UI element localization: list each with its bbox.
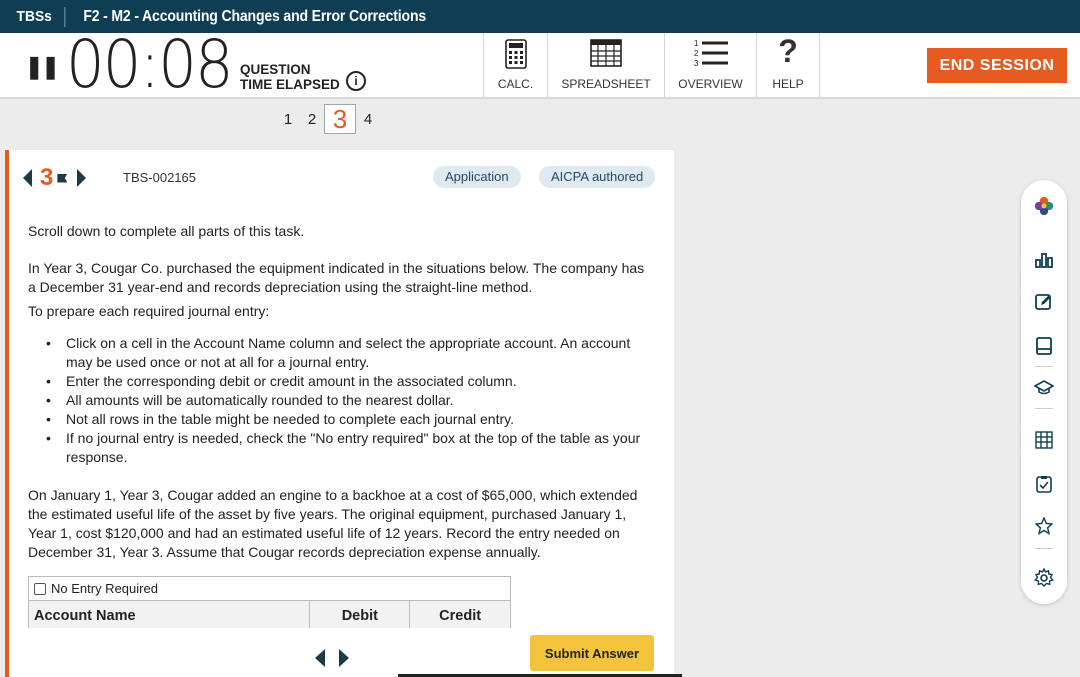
question-tab-3[interactable]: 3 (324, 104, 356, 134)
col-credit: Credit (439, 608, 482, 624)
spreadsheet-label: SPREADSHEET (561, 77, 651, 91)
question-navigator (276, 104, 380, 134)
prev-task-icon[interactable] (23, 169, 32, 187)
timer-display: 00:08 (66, 26, 232, 103)
flag-icon[interactable] (57, 174, 67, 183)
task-id: TBS-002165 (123, 170, 196, 185)
list-item: • Enter the corresponding debit or credit amount in the associated column. (46, 372, 656, 391)
pause-icon[interactable]: ❚❚ (25, 54, 58, 79)
info-icon[interactable]: i (346, 71, 366, 91)
intro-text: Scroll down to complete all parts of this task. (28, 223, 305, 239)
col-account-name: Account Name (29, 601, 310, 631)
bar-chart-icon[interactable] (1034, 250, 1054, 270)
help-label: HELP (772, 77, 804, 91)
journal-entry-table (28, 576, 511, 632)
right-toolbar (1021, 180, 1067, 604)
question-icon: ? (778, 33, 798, 69)
task-panel (5, 150, 674, 677)
calc-label: CALC. (497, 77, 534, 91)
svg-text:2: 2 (693, 49, 698, 58)
no-entry-checkbox[interactable] (34, 583, 46, 595)
list-item: • Not all rows in the table might be needed to complete each journal entry. (46, 410, 656, 429)
tag-application: Application (433, 166, 521, 188)
time-elapsed-label: QUESTION TIME ELAPSED (240, 62, 340, 92)
prepare-text: To prepare each required journal entry: (28, 303, 270, 319)
tag-aicpa: AICPA authored (539, 166, 655, 188)
graduation-cap-icon[interactable] (1034, 378, 1054, 398)
no-entry-label: No Entry Required (51, 581, 158, 596)
list-item: • If no journal entry is needed, check the "No entry required" box at the top of the table as your response. (46, 429, 656, 467)
overview-button[interactable] (664, 33, 756, 99)
list-item: • Click on a cell in the Account Name column and select the appropriate account. An account may be used once or not at all for a journal entry. (46, 334, 656, 372)
pager (315, 649, 349, 667)
no-entry-row[interactable] (29, 577, 510, 601)
list-item: • All amounts will be automatically rounded to the nearest dollar. (46, 391, 656, 410)
spreadsheet-button[interactable] (547, 33, 664, 99)
question-tab-1[interactable]: 1 (283, 110, 293, 128)
question-tab-2[interactable]: 2 (307, 110, 317, 128)
calculator-icon (505, 39, 527, 72)
svg-text:1: 1 (693, 39, 698, 48)
next-task-icon[interactable] (77, 169, 86, 187)
exam-title: F2 - M2 - Accounting Changes and Error Corrections (83, 7, 427, 25)
situation-text: On January 1, Year 3, Cougar added an engine to a backhoe at a cost of $65,000, which extended the estimated useful life of the asset by five years. The original equipment, purchased January 1, Year 1, cost $120,000 and had an estimated useful life of 12 years. Record the entry needed on December 31, Year 3. Assume that Cougar records depreciation expense annually. (28, 487, 638, 560)
settings-gear-icon[interactable] (1034, 568, 1054, 588)
end-session-button[interactable]: END SESSION (927, 48, 1067, 83)
task-number: 3 (40, 164, 54, 191)
prev-page-icon[interactable] (315, 649, 325, 667)
flower-logo-icon[interactable] (1034, 196, 1054, 216)
calculator-button[interactable] (483, 33, 547, 99)
submit-answer-button[interactable]: Submit Answer (530, 635, 654, 671)
spreadsheet-icon (590, 39, 622, 70)
brand-label: TBSs (0, 7, 66, 27)
help-button[interactable] (756, 33, 820, 99)
star-icon[interactable] (1034, 516, 1054, 536)
question-tab-4[interactable]: 4 (363, 110, 373, 128)
header-toolbar (0, 26, 1080, 103)
grid-icon[interactable] (1034, 430, 1054, 450)
scenario-text: In Year 3, Cougar Co. purchased the equipment indicated in the situations below. The company has a December 31 year-end and records depreciation using the straight-line method. (28, 260, 645, 295)
task-header (23, 164, 86, 192)
instructions-list (46, 334, 656, 467)
list-numbered-icon (693, 39, 729, 72)
edit-note-icon[interactable] (1034, 292, 1054, 312)
svg-text:3: 3 (693, 59, 698, 68)
next-page-icon[interactable] (339, 649, 349, 667)
clipboard-check-icon[interactable] (1034, 474, 1054, 494)
notebook-icon[interactable] (1034, 336, 1054, 356)
overview-label: OVERVIEW (678, 77, 743, 91)
col-debit: Debit (310, 601, 410, 631)
table-header (29, 601, 510, 631)
